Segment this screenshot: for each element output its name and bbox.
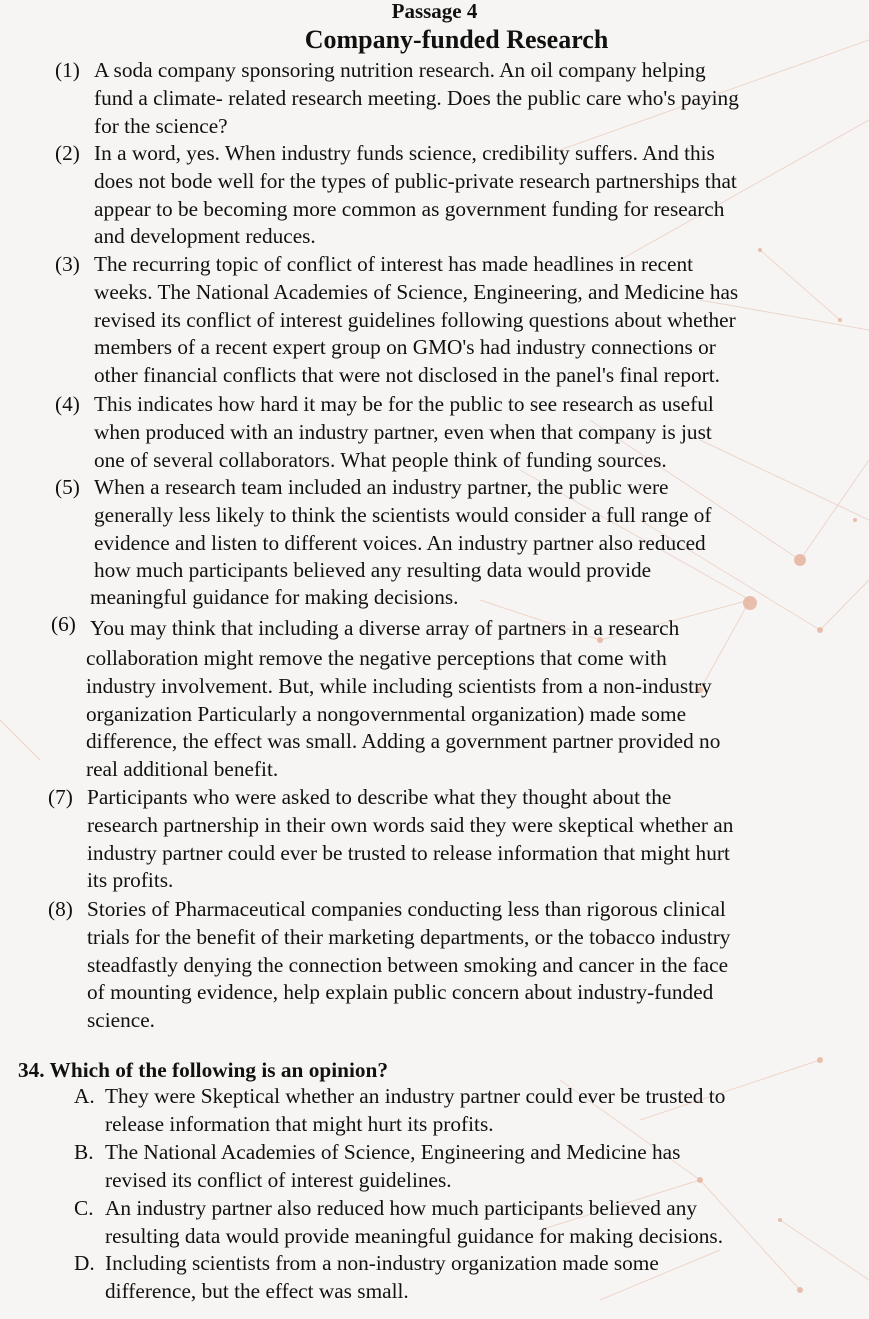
paragraph-line: of mounting evidence, help explain public concern about industry-funded: [87, 980, 714, 1005]
paragraph-3: [55, 251, 738, 390]
paragraph-line: appear to be becoming more common as government funding for research: [94, 196, 725, 221]
paragraph-line: revised its conflict of interest guidelines following questions about whether: [94, 307, 736, 332]
option-line: release information that might hurt its profits.: [105, 1111, 494, 1136]
option-letter: C.: [74, 1196, 94, 1220]
paragraph-line: members of a recent expert group on GMO's had industry connections or: [94, 335, 716, 360]
paragraph-line: trials for the benefit of their marketing departments, or the tobacco industry: [87, 924, 731, 949]
paragraph-5: [55, 474, 711, 609]
option-line: difference, but the effect was small.: [105, 1278, 409, 1303]
passage-label: Passage 4: [391, 0, 478, 23]
paragraph-line: When a research team included an industry partner, the public were: [94, 475, 669, 499]
option-b[interactable]: [74, 1139, 680, 1195]
paragraph-line: other financial conflicts that were not disclosed in the panel's final report.: [94, 363, 720, 388]
paragraph-6: [51, 611, 720, 784]
paragraph-line: difference, the effect was small. Adding a government partner provided no: [86, 729, 721, 754]
paragraph-line: This indicates how hard it may be for the public to see research as useful: [94, 392, 714, 416]
paragraph-line: evidence and listen to different voices. An industry partner also reduced: [94, 530, 706, 555]
paragraph-number: (5): [55, 475, 80, 499]
paragraph-line: for the science?: [94, 113, 228, 138]
paragraph-line: meaningful guidance for making decisions.: [90, 585, 459, 610]
question-stem: 34. Which of the following is an opinion?: [18, 1058, 389, 1082]
option-line: An industry partner also reduced how much participants believed any: [105, 1196, 697, 1220]
paragraph-line: when produced with an industry partner, even when that company is just: [94, 419, 712, 444]
paragraph-line: real additional benefit.: [86, 757, 279, 782]
paragraph-line: Stories of Pharmaceutical companies conducting less than rigorous clinical: [87, 897, 726, 921]
option-letter: A.: [74, 1084, 95, 1108]
paragraph-number: (3): [55, 252, 80, 276]
paragraph-line: collaboration might remove the negative perceptions that come with: [86, 646, 667, 670]
paragraph-line: industry involvement. But, while including scientists from a non-industry: [86, 673, 712, 698]
paragraph-line: one of several collaborators. What people think of funding sources.: [94, 447, 667, 472]
passage-title: Company-funded Research: [304, 25, 609, 54]
option-letter: B.: [74, 1140, 94, 1164]
option-letter: D.: [74, 1251, 95, 1275]
paragraph-line: steadfastly denying the connection between smoking and cancer in the face: [87, 952, 729, 977]
paragraph-number: (7): [48, 785, 73, 809]
paragraph-line: Participants who were asked to describe what they thought about the: [87, 785, 672, 809]
paragraph-4: [55, 391, 714, 474]
option-line: revised its conflict of interest guidelines.: [105, 1167, 452, 1192]
option-a[interactable]: [74, 1083, 725, 1139]
paragraph-line: organization Particularly a nongovernmental organization) made some: [86, 701, 687, 726]
option-d[interactable]: [74, 1250, 659, 1306]
paragraph-line: industry partner could ever be trusted to release information that might hurt: [87, 840, 730, 865]
paragraph-number: (2): [55, 141, 80, 165]
option-c[interactable]: [74, 1195, 723, 1251]
paragraph-line: fund a climate- related research meeting. Does the public care who's paying: [94, 85, 739, 110]
paragraph-line: and development reduces.: [94, 224, 316, 249]
paragraph-line: research partnership in their own words said they were skeptical whether an: [87, 812, 734, 837]
paragraph-line: generally less likely to think the scientists would consider a full range of: [94, 502, 712, 527]
paragraph-line: The recurring topic of conflict of interest has made headlines in recent: [94, 252, 694, 276]
paragraph-line: In a word, yes. When industry funds science, credibility suffers. And this: [94, 141, 715, 165]
paragraph-1: [55, 57, 739, 140]
option-line: resulting data would provide meaningful guidance for making decisions.: [105, 1223, 724, 1248]
option-line: They were Skeptical whether an industry partner could ever be trusted to: [105, 1084, 726, 1108]
paragraph-line: You may think that including a diverse array of partners in a research: [90, 616, 680, 640]
paragraph-line: its profits.: [87, 868, 174, 893]
paragraph-line: how much participants believed any resulting data would provide: [94, 558, 652, 583]
paragraph-number: (8): [48, 897, 73, 921]
paragraph-number: (6): [51, 612, 76, 636]
paragraph-8: [48, 896, 730, 1035]
paragraph-line: weeks. The National Academies of Science, Engineering, and Medicine has: [94, 279, 739, 304]
paragraph-line: does not bode well for the types of public-private research partnerships that: [94, 168, 737, 193]
paragraph-number: (1): [55, 58, 80, 82]
paragraph-7: [48, 784, 733, 895]
paragraph-number: (4): [55, 392, 80, 416]
option-line: Including scientists from a non-industry organization made some: [105, 1251, 659, 1275]
paragraph-line: science.: [87, 1008, 155, 1033]
paragraph-2: [55, 140, 737, 251]
paragraph-line: A soda company sponsoring nutrition research. An oil company helping: [94, 58, 706, 82]
option-line: The National Academies of Science, Engineering and Medicine has: [105, 1140, 681, 1164]
